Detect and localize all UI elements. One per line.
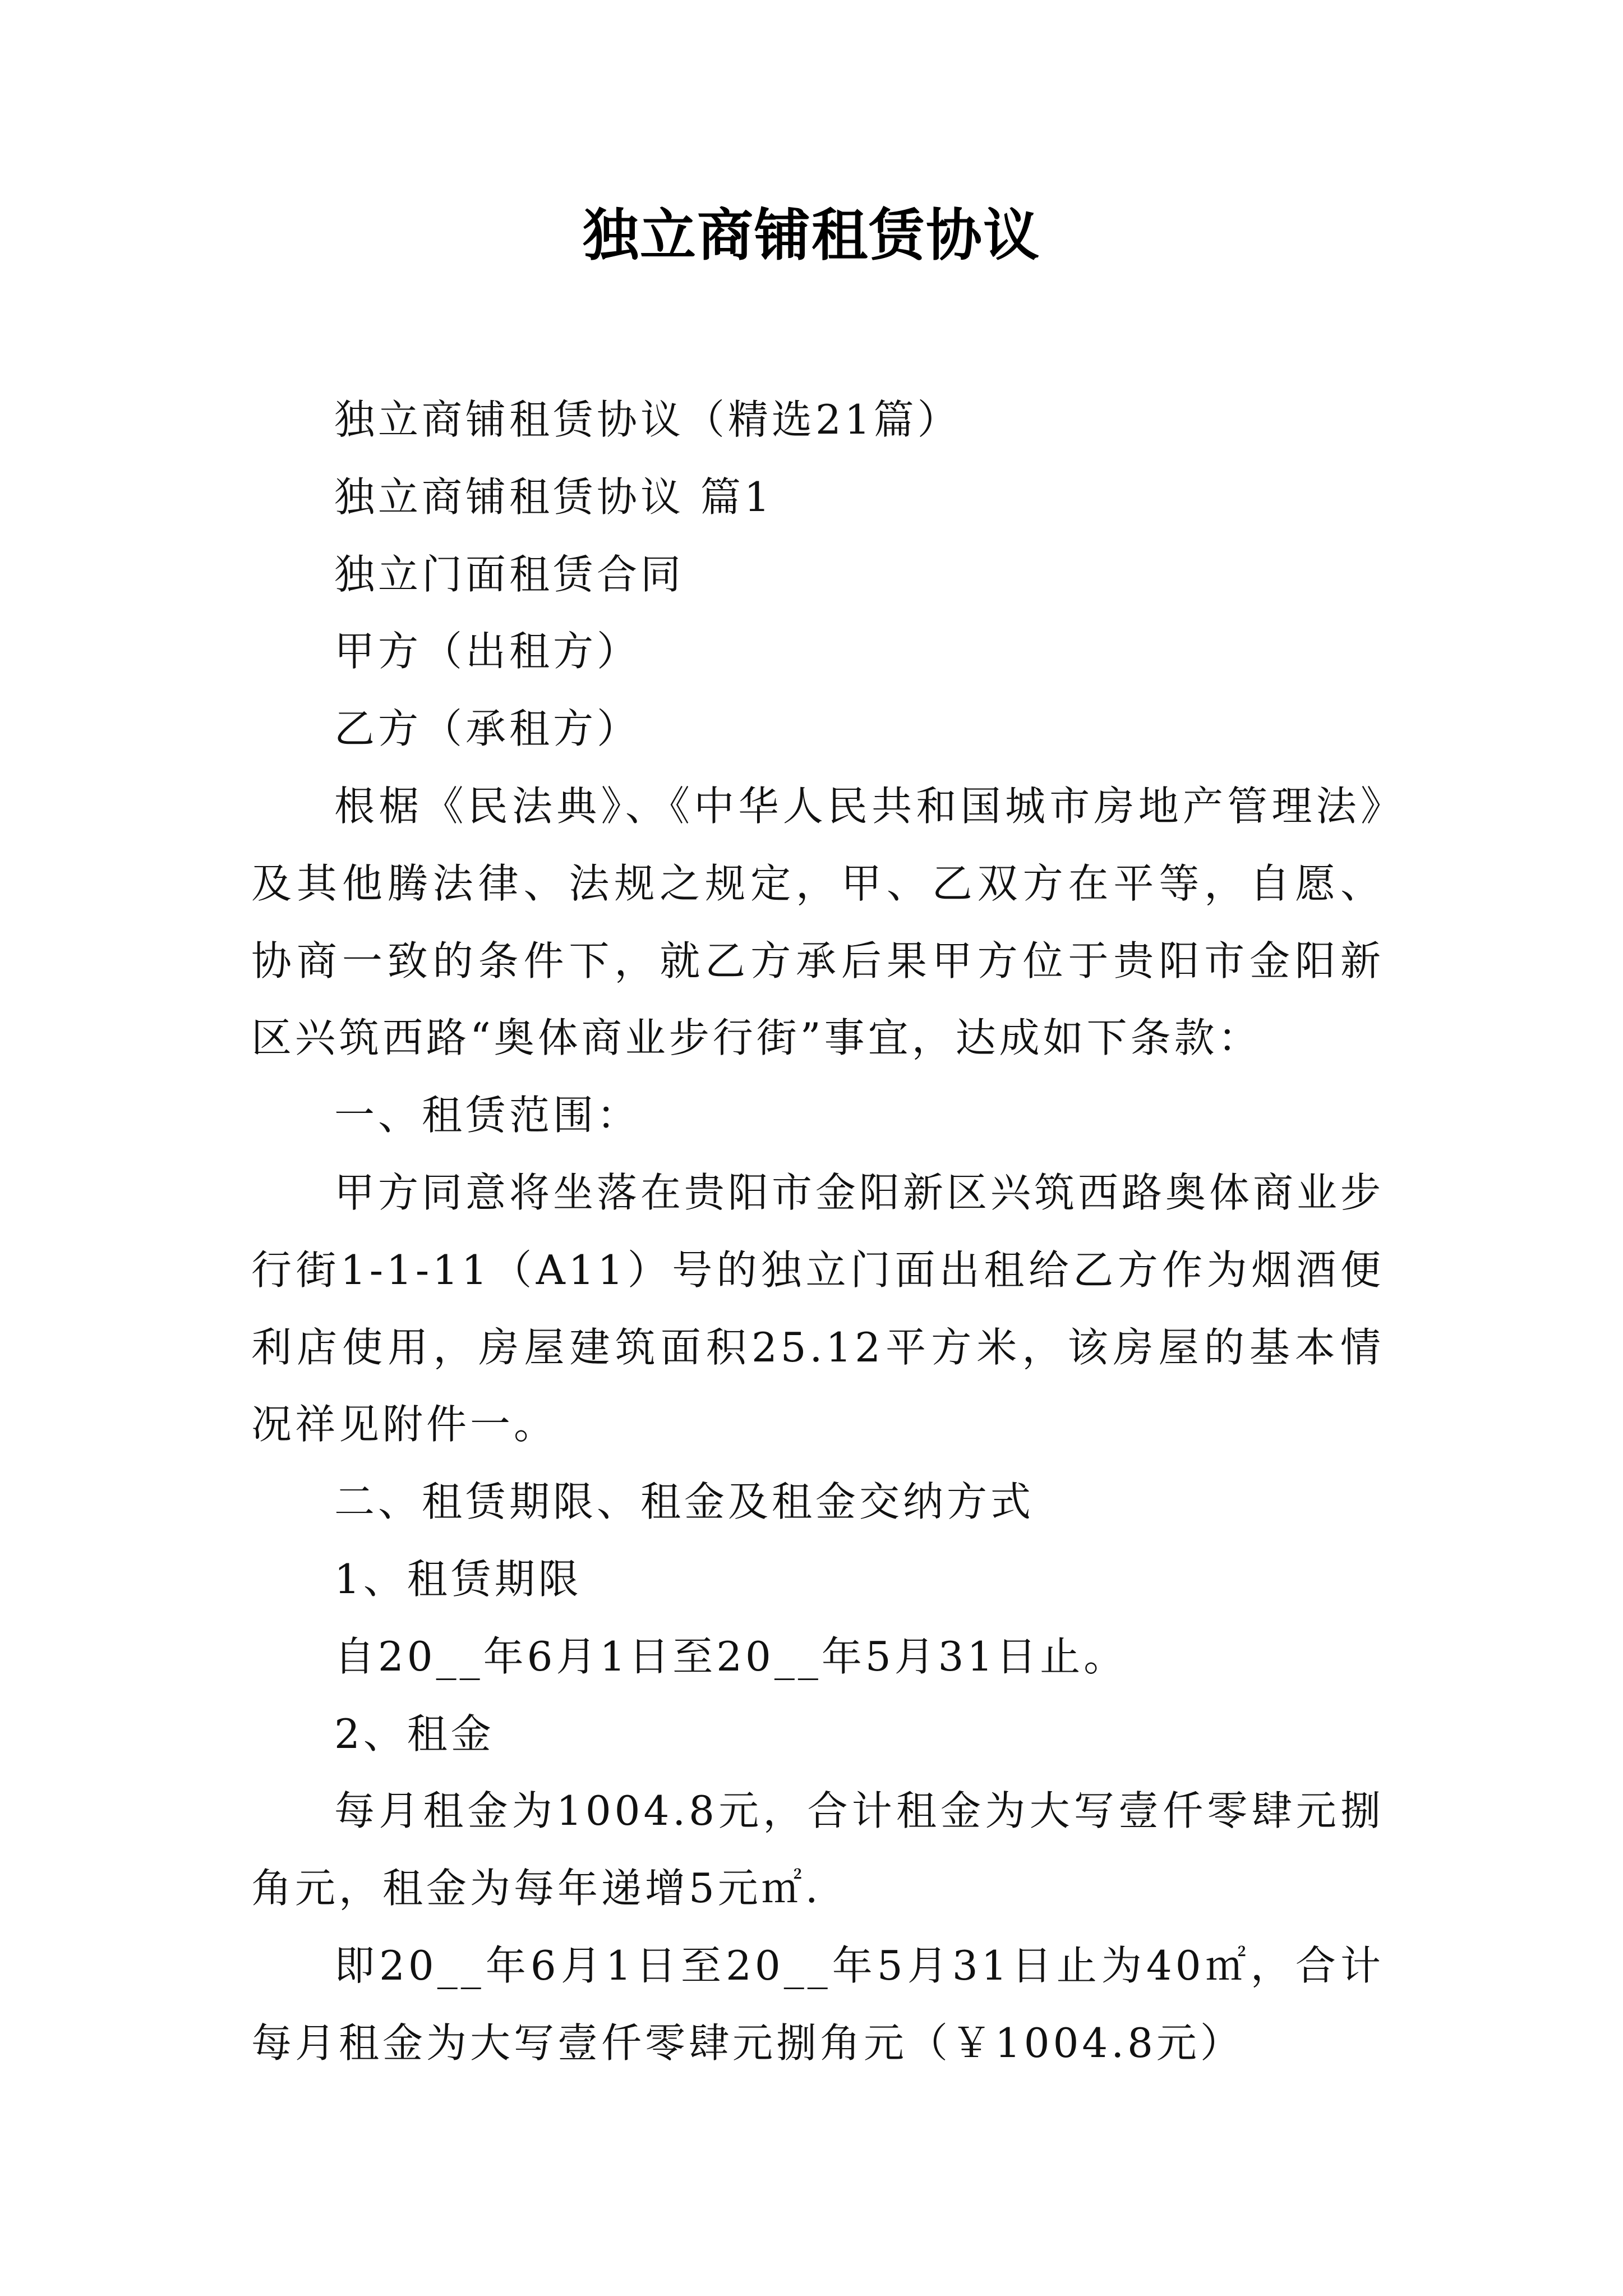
paragraph-contract-name: 独立门面租赁合同 — [334, 550, 685, 598]
document-title: 独立商铺租赁协议 — [583, 203, 1040, 268]
paragraph-scope-detail: 甲方同意将坐落在贵阳市金阳新区兴筑西路奥体商业步行街1-1-11（A11）号的独立门面出租给乙方作为烟酒便利店使用，房屋建筑面积25.12平方米，该房屋的基本情况祥见附件一。 — [251, 1168, 1385, 1448]
paragraph-party-b: 乙方（承租方） — [334, 705, 641, 753]
paragraph-rent-detail: 每月租金为1004.8元，合计租金为大写壹仟零肆元捌角元，租金为每年递增5元㎡. — [251, 1787, 1384, 1912]
paragraph-rent-heading: 2、租金 — [334, 1710, 495, 1757]
paragraph-party-a: 甲方（出租方） — [334, 628, 641, 675]
paragraph-subtitle: 独立商铺租赁协议（精选21篇） — [334, 396, 961, 443]
paragraph-chapter-heading: 独立商铺租赁协议 篇1 — [334, 473, 773, 521]
paragraph-section-term-rent: 二、租赁期限、租金及租金交纳方式 — [334, 1478, 1035, 1526]
paragraph-lease-term-heading: 1、租赁期限 — [334, 1555, 582, 1603]
paragraph-preamble: 根椐《民法典》、《中华人民共和国城市房地产管理法》及其他腾法律、法规之规定，甲、乙双方在平等，自愿、协商一致的条件下，就乙方承后果甲方位于贵阳市金阳新区兴筑西路“奥体商业步行街”事宜，达成如下条款： — [251, 782, 1384, 1062]
paragraph-section-scope: 一、租赁范围： — [334, 1092, 641, 1139]
paragraph-rent-period: 即20__年6月1日至20__年5月31日止为40㎡，合计每月租金为大写壹仟零肆元捌角元（￥1004.8元） — [251, 1941, 1384, 2067]
document-body — [251, 381, 1384, 2082]
paragraph-lease-term-detail: 自20__年6月1日至20__年5月31日止。 — [334, 1632, 1128, 1680]
